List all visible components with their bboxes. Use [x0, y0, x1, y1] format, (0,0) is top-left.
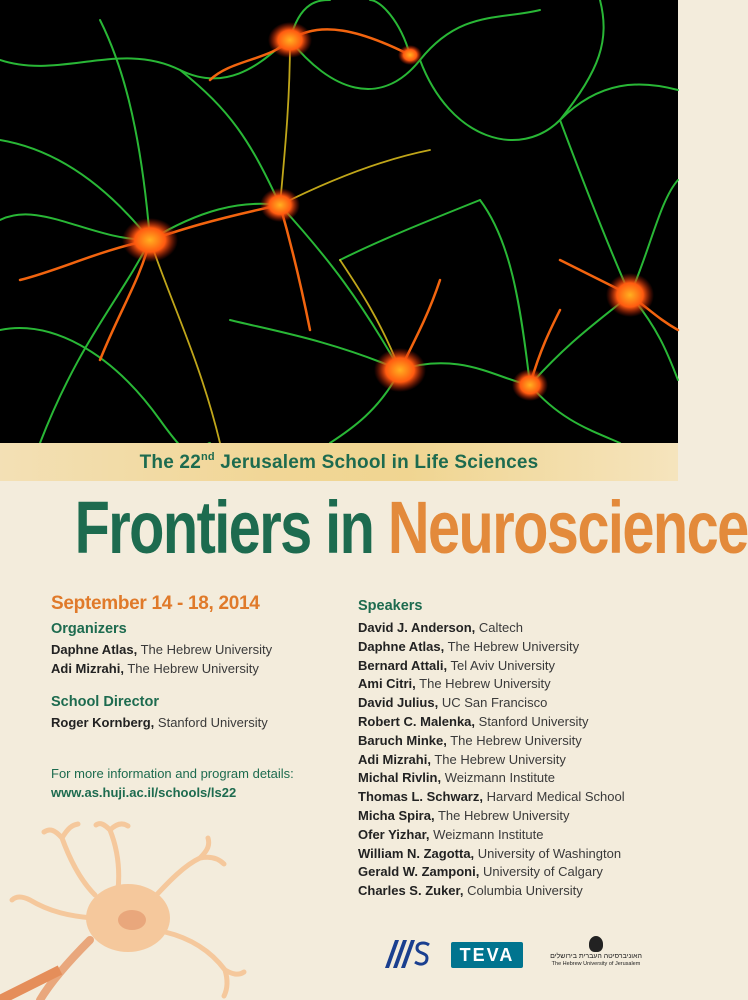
organizers-heading: Organizers [51, 621, 127, 637]
speakers-heading: Speakers [358, 598, 423, 614]
school-banner [0, 443, 678, 481]
speaker-affiliation: Harvard Medical School [482, 789, 625, 805]
neuron-micrograph [0, 0, 678, 443]
speaker-row [358, 675, 658, 694]
title-part-1: Frontiers in [74, 486, 374, 569]
speaker-name: Charles S. Zuker, [358, 883, 464, 899]
organizer-affiliation: The Hebrew University [123, 661, 259, 676]
speaker-row [358, 638, 658, 657]
speaker-row [358, 732, 658, 751]
event-dates: September 14 - 18, 2014 [51, 593, 260, 614]
speaker-affiliation: University of Calgary [479, 864, 603, 880]
ias-logo-mark [355, 936, 433, 972]
info-url[interactable]: www.as.huji.ac.il/schools/ls22 [51, 785, 237, 800]
speaker-affiliation: Columbia University [463, 883, 583, 899]
speaker-name: Micha Spira, [358, 807, 435, 823]
huji-logo [541, 936, 651, 976]
speaker-name: William N. Zagotta, [358, 845, 475, 861]
speaker-row [358, 751, 658, 770]
organizer-name: Adi Mizrahi, [51, 661, 124, 676]
speaker-name: Baruch Minke, [358, 732, 447, 748]
speaker-name: Bernard Attali, [358, 657, 448, 673]
info-text: For more information and program details: [51, 766, 294, 781]
speaker-name: David Julius, [358, 695, 439, 711]
speaker-row [358, 845, 658, 864]
huji-emblem-icon [589, 936, 603, 952]
speaker-affiliation: Tel Aviv University [447, 657, 555, 673]
speaker-name: Thomas L. Schwarz, [358, 789, 483, 805]
speaker-row [358, 882, 658, 901]
speaker-name: Ami Citri, [358, 676, 416, 692]
speaker-affiliation: Weizmann Institute [429, 826, 544, 842]
organizer [51, 659, 341, 678]
school-prefix: The 22 [139, 451, 201, 473]
neuron-network-illustration [0, 0, 678, 443]
speaker-name: Gerald W. Zamponi, [358, 864, 480, 880]
speaker-name: Robert C. Malenka, [358, 713, 476, 729]
speaker-affiliation: The Hebrew University [434, 807, 570, 823]
organizer [51, 640, 341, 659]
speaker-row [358, 863, 658, 882]
ordinal-suffix: nd [200, 450, 215, 463]
speaker-affiliation: The Hebrew University [430, 751, 566, 767]
director-affiliation: Stanford University [154, 715, 268, 730]
speaker-row [358, 788, 658, 807]
teva-logo [451, 942, 523, 968]
speaker-name: Michal Rivlin, [358, 770, 442, 786]
speaker-name: Ofer Yizhar, [358, 826, 430, 842]
speaker-affiliation: UC San Francisco [438, 695, 548, 711]
speaker-affiliation: Stanford University [475, 713, 589, 729]
speaker-row [358, 694, 658, 713]
organizers-section [51, 621, 341, 678]
organizer-affiliation: The Hebrew University [137, 642, 273, 657]
school-rest: Jerusalem School in Life Sciences [214, 451, 539, 473]
speaker-row [358, 769, 658, 788]
director-heading: School Director [51, 694, 159, 710]
ias-logo [355, 936, 433, 972]
speaker-row [358, 619, 658, 638]
director-section [51, 694, 341, 732]
speakers-section [358, 598, 658, 901]
speaker-row [358, 807, 658, 826]
director-name: Roger Kornberg, [51, 715, 155, 730]
speaker-affiliation: The Hebrew University [444, 638, 580, 654]
speaker-name: Daphne Atlas, [358, 638, 445, 654]
huji-english-name: The Hebrew University of Jerusalem [551, 961, 641, 967]
school-name [140, 451, 539, 474]
poster-title [74, 482, 748, 574]
sponsor-logos [355, 936, 655, 976]
speaker-affiliation: Caltech [475, 620, 523, 635]
organizer-name: Daphne Atlas, [51, 642, 138, 657]
title-part-2: Neuroscience [387, 486, 748, 569]
teva-wordmark: TEVA [459, 944, 515, 965]
speaker-row [358, 713, 658, 732]
speaker-name: David J. Anderson, [358, 620, 476, 635]
left-column [51, 593, 341, 802]
neuron-drawing [0, 820, 290, 1000]
speaker-affiliation: Weizmann Institute [441, 770, 555, 786]
speaker-affiliation: The Hebrew University [446, 732, 582, 748]
speaker-row [358, 657, 658, 676]
speaker-name: Adi Mizrahi, [358, 751, 431, 767]
speaker-affiliation: University of Washington [474, 845, 622, 861]
speaker-affiliation: The Hebrew University [415, 676, 551, 692]
speaker-row [358, 826, 658, 845]
director [51, 713, 341, 732]
speaker-list [358, 619, 658, 901]
huji-hebrew-name: האוניברסיטה העברית בירושלים [550, 953, 642, 960]
